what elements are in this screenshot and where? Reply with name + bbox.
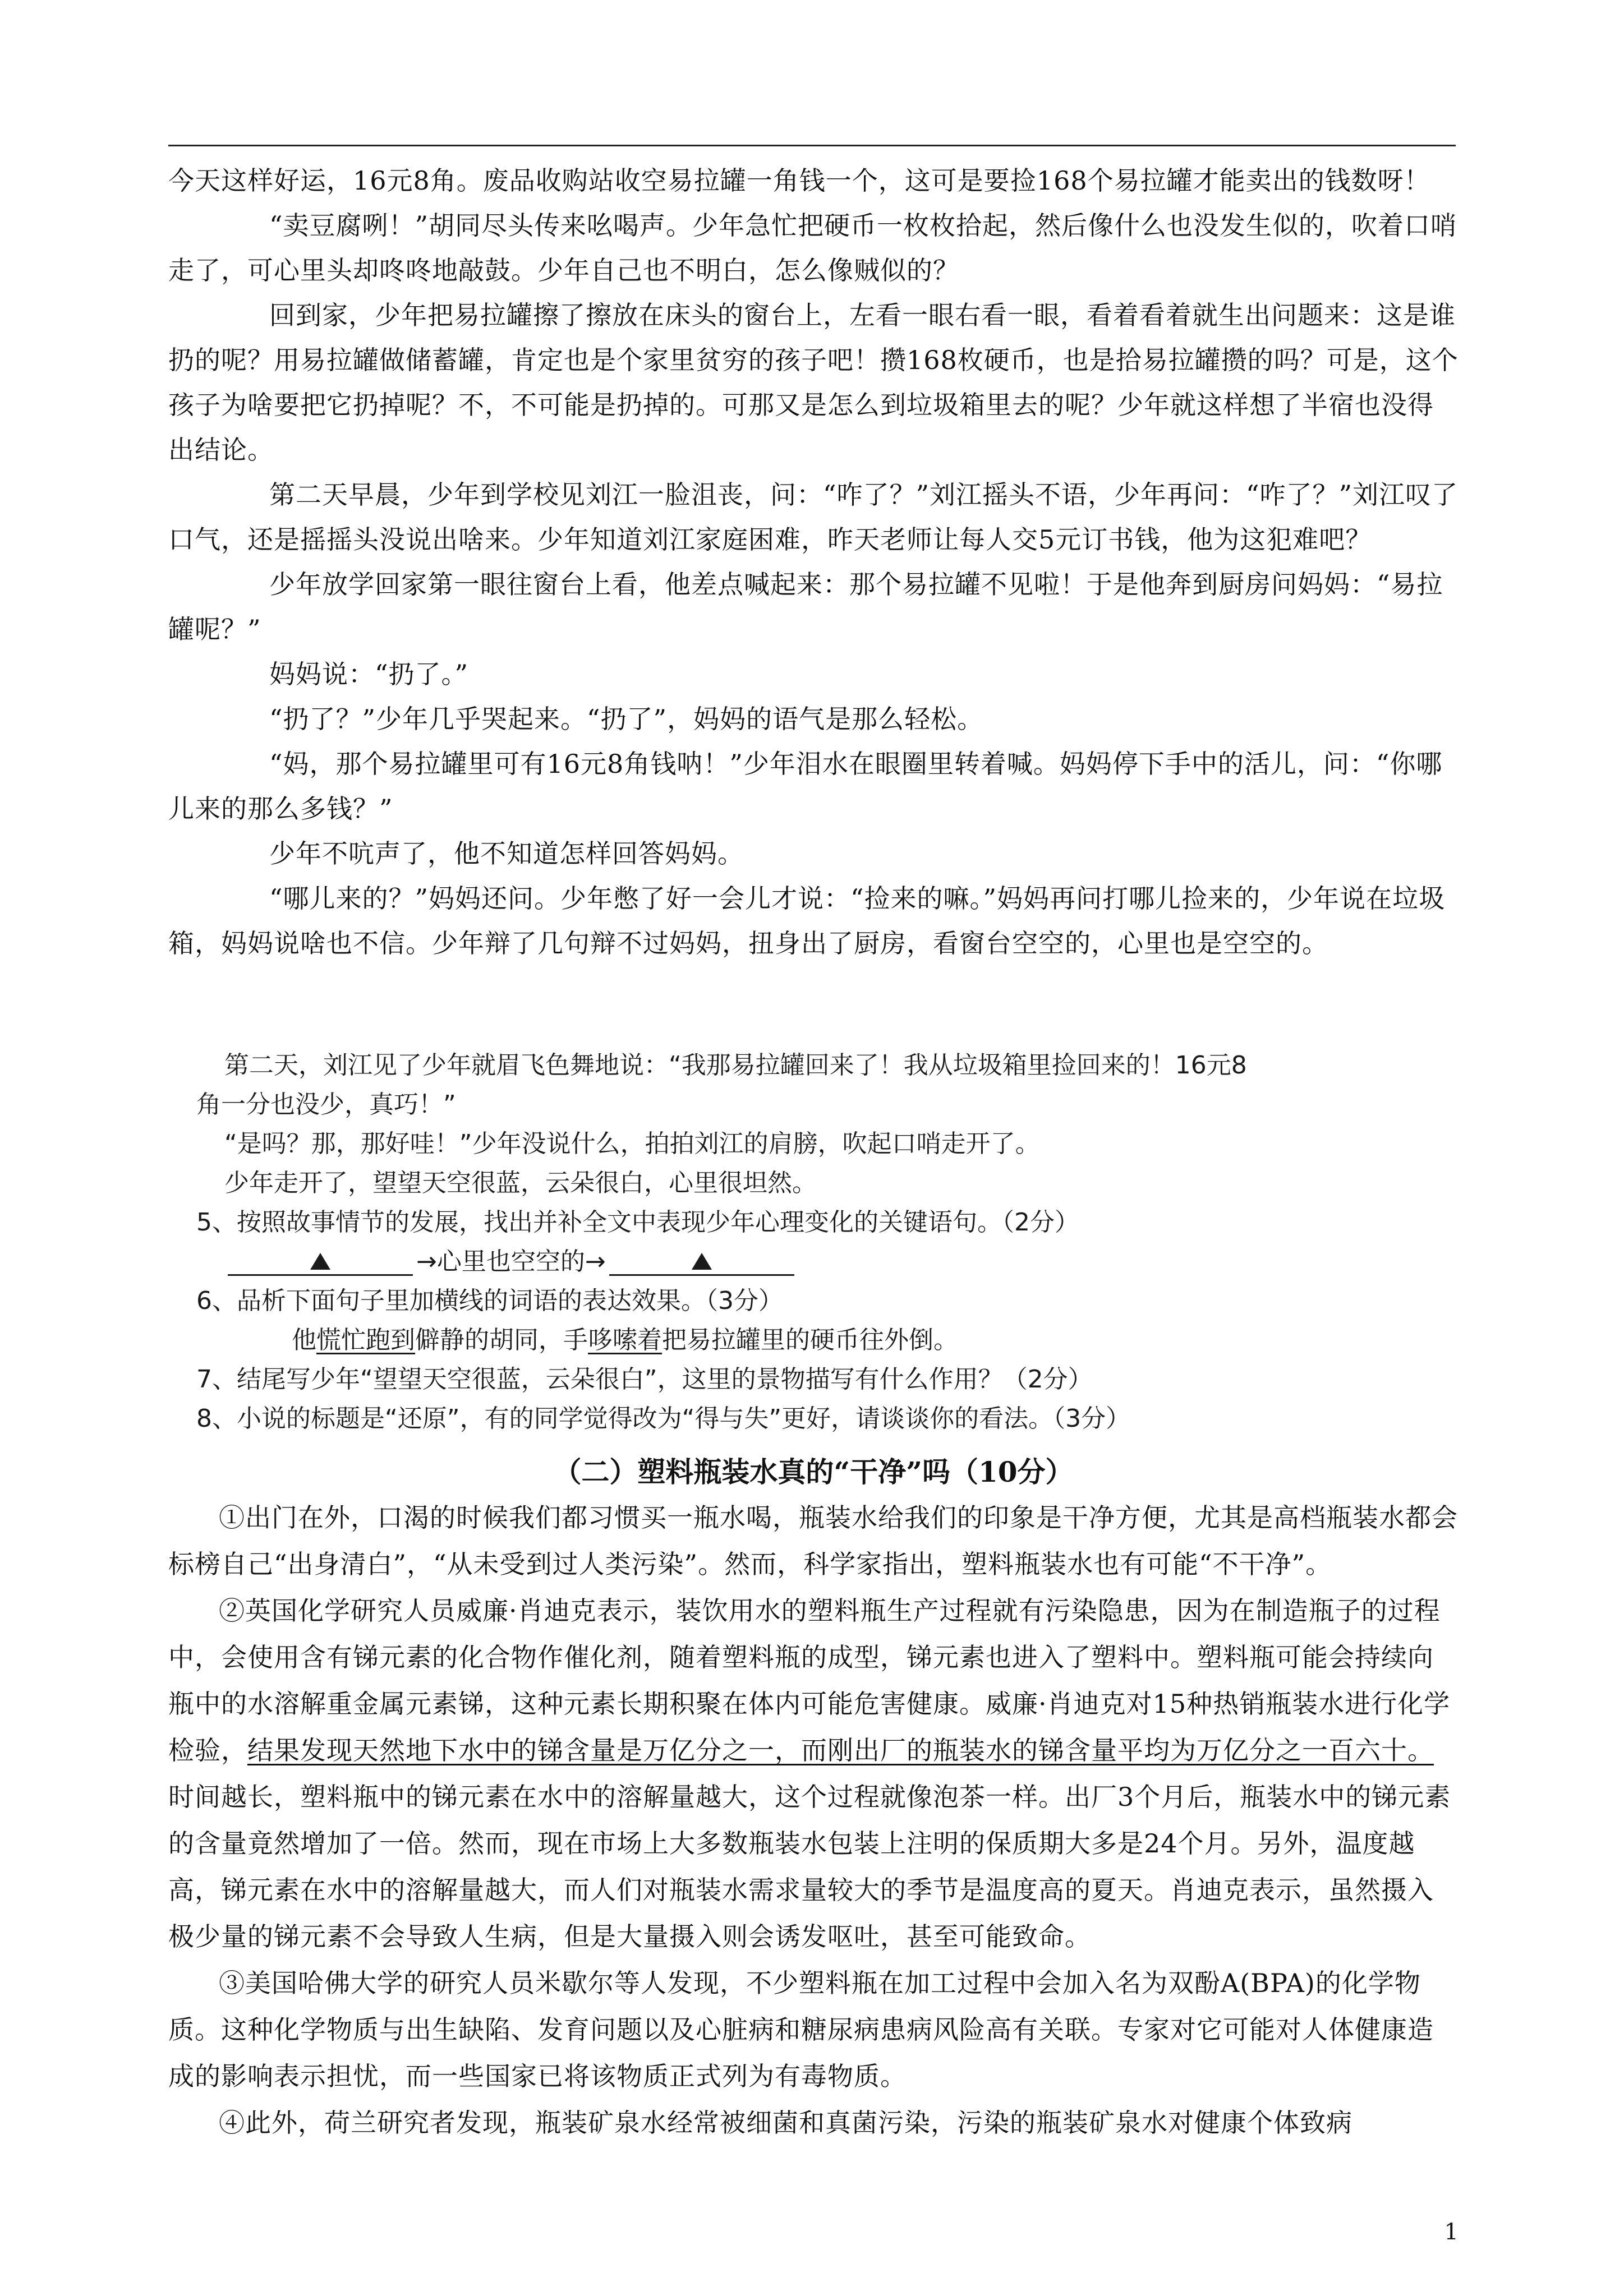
story-paragraph: 回到家，少年把易拉罐擦了擦放在床头的窗台上，左看一眼右看一眼，看着看着就生出问题来：这是谁扔的呢？用易拉罐做储蓄罐，肯定也是个家里贫穷的孩子吧！攒168枚硬币，也是拾易拉罐攒的吗？可是，这个孩子为啥要把它扔掉呢？不，不可能是扔掉的。可那又是怎么到垃圾箱里去的呢？少年就这样想了半宿也没得出结论。 xyxy=(168,300,1459,465)
answer-blank[interactable] xyxy=(609,1251,794,1276)
article-text-part: 时间越长，塑料瓶中的锑元素在水中的溶解量越大，这个过程就像泡茶一样。出厂3个月后，瓶装水中的锑元素的含量竟然增加了一倍。然而，现在市场上大多数瓶装水包装上注明的保质期大多是24个月。另外，温度越高，锑元素在水中的溶解量越大，而人们对瓶装水需求量较大的季节是温度高的夏天。肖迪克表示，虽然摄入极少量的锑元素不会导致人生病，但是大量摄入则会诱发呕吐，甚至可能致命。 xyxy=(168,1782,1451,1952)
section-title: （二）塑料瓶装水真的“干净”吗（10分） xyxy=(553,1455,1074,1488)
underlined-word: 慌忙跑到 xyxy=(316,1326,415,1354)
story-paragraph: “妈，那个易拉罐里可有16元8角钱呐！”少年泪水在眼圈里转着喊。妈妈停下手中的活儿，问：“你哪儿来的那么多钱？” xyxy=(168,749,1443,824)
story-paragraph: “扔了？”少年几乎哭起来。“扔了”，妈妈的语气是那么轻松。 xyxy=(269,704,984,734)
answer-blank[interactable] xyxy=(228,1251,413,1276)
question-7: 7、结尾写少年“望望天空很蓝，云朵很白”，这里的景物描写有什么作用？（2分） xyxy=(196,1365,1093,1394)
header-rule xyxy=(168,145,1456,146)
story-paragraph: “哪儿来的？”妈妈还问。少年憋了好一会儿才说：“捡来的嘛。”妈妈再问打哪儿捡来的，少年说在垃圾箱，妈妈说啥也不信。少年辩了几句辩不过妈妈，扭身出了厨房，看窗台空空的，心里也是空空的。 xyxy=(168,883,1446,958)
story-paragraph: 第二天早晨，少年到学校见刘江一脸沮丧，问：“咋了？”刘江摇头不语，少年再问：“咋了？”刘江叹了口气，还是摇摇头没说出啥来。少年知道刘江家庭困难，昨天老师让每人交5元订书钱，他为这犯难吧？ xyxy=(168,480,1459,555)
question-8: 8、小说的标题是“还原”，有的同学觉得改为“得与失”更好，请谈谈你的看法。（3分） xyxy=(196,1404,1131,1433)
underlined-sentence: 结果发现天然地下水中的锑含量是万亿分之一，而刚出厂的瓶装水的锑含量平均为万亿分之一百六十。 xyxy=(247,1735,1434,1765)
question-6-sentence xyxy=(191,1321,1436,1360)
scan-line: 角一分也没少，真巧！” xyxy=(196,1090,456,1119)
scan-line: 第二天，刘江见了少年就眉飞色舞地说：“我那易拉罐回来了！我从垃圾箱里捡回来的！16元8 xyxy=(224,1051,1247,1080)
underlined-word: 哆嗦着 xyxy=(588,1326,662,1354)
article-text-part: ②英国化学研究人员威廉·肖迪克表示，装饮用水的塑料瓶生产过程就有污染隐患，因为在制造瓶子的过程中，会使用含有锑元素的化合物作催化剂，随着塑料瓶的成型，锑元素也进入了塑料中。塑料瓶可能会持续向瓶中的水溶解重金属元素锑，这种元素长期积聚在体内可能危害健康。威廉·肖迪克对15种热销瓶装水进行化学检验， xyxy=(168,1596,1451,1765)
page-number: 1 xyxy=(1444,2219,1459,2245)
question-5: 5、按照故事情节的发展，找出并补全文中表现少年心理变化的关键语句。（2分） xyxy=(196,1208,1079,1237)
article-paragraph xyxy=(168,1588,1459,1960)
article-paragraph: ③美国哈佛大学的研究人员米歇尔等人发现，不少塑料瓶在加工过程中会加入名为双酚A(BPA)的化学物质。这种化学物质与出生缺陷、发育问题以及心脏病和糖尿病患病风险高有关联。专家对它可能对人体健康造成的影响表示担忧，而一些国家已将该物质正式列为有毒物质。 xyxy=(168,1968,1434,2091)
sentence-part: 僻静的胡同，手 xyxy=(415,1326,588,1354)
story-paragraph: 少年放学回家第一眼往窗台上看，他差点喊起来：那个易拉罐不见啦！于是他奔到厨房问妈妈：“易拉罐呢？” xyxy=(168,569,1443,644)
story-paragraph: 妈妈说：“扔了。” xyxy=(269,659,469,689)
triangle-icon xyxy=(310,1253,330,1270)
blank-connector: →心里也空空的→ xyxy=(416,1247,606,1276)
scanned-questions xyxy=(191,1046,1436,1439)
article-paragraph: ①出门在外，口渴的时候我们都习惯买一瓶水喝，瓶装水给我们的印象是干净方便，尤其是高档瓶装水都会标榜自己“出身清白”，“从未受到过人类污染”。然而，科学家指出，塑料瓶装水也有可能“不干净”。 xyxy=(168,1502,1458,1579)
article-paragraph: ④此外，荷兰研究者发现，瓶装矿泉水经常被细菌和真菌污染，污染的瓶装矿泉水对健康个体致病 xyxy=(219,2108,1352,2138)
story-paragraph: 少年不吭声了，他不知道怎样回答妈妈。 xyxy=(269,838,744,869)
scan-line: 少年走开了，望望天空很蓝，云朵很白，心里很坦然。 xyxy=(224,1169,817,1197)
triangle-icon xyxy=(692,1253,712,1270)
scan-line: “是吗？那，那好哇！”少年没说什么，拍拍刘江的肩膀，吹起口哨走开了。 xyxy=(224,1129,1040,1158)
story-paragraph: 今天这样好运，16元8角。废品收购站收空易拉罐一角钱一个，这可是要捡168个易拉罐才能卖出的钱数呀！ xyxy=(168,165,1430,196)
article-text xyxy=(168,1495,1459,2146)
story-text xyxy=(168,158,1459,966)
question-5-blanks xyxy=(191,1242,1436,1281)
sentence-part: 把易拉罐里的硬币往外倒。 xyxy=(662,1326,958,1354)
question-6: 6、品析下面句子里加横线的词语的表达效果。（3分） xyxy=(196,1287,783,1315)
sentence-part: 他 xyxy=(292,1326,316,1354)
story-paragraph: “卖豆腐咧！”胡同尽头传来吆喝声。少年急忙把硬币一枚枚拾起，然后像什么也没发生似的，吹着口哨走了，可心里头却咚咚地敲鼓。少年自己也不明白，怎么像贼似的？ xyxy=(168,210,1457,285)
